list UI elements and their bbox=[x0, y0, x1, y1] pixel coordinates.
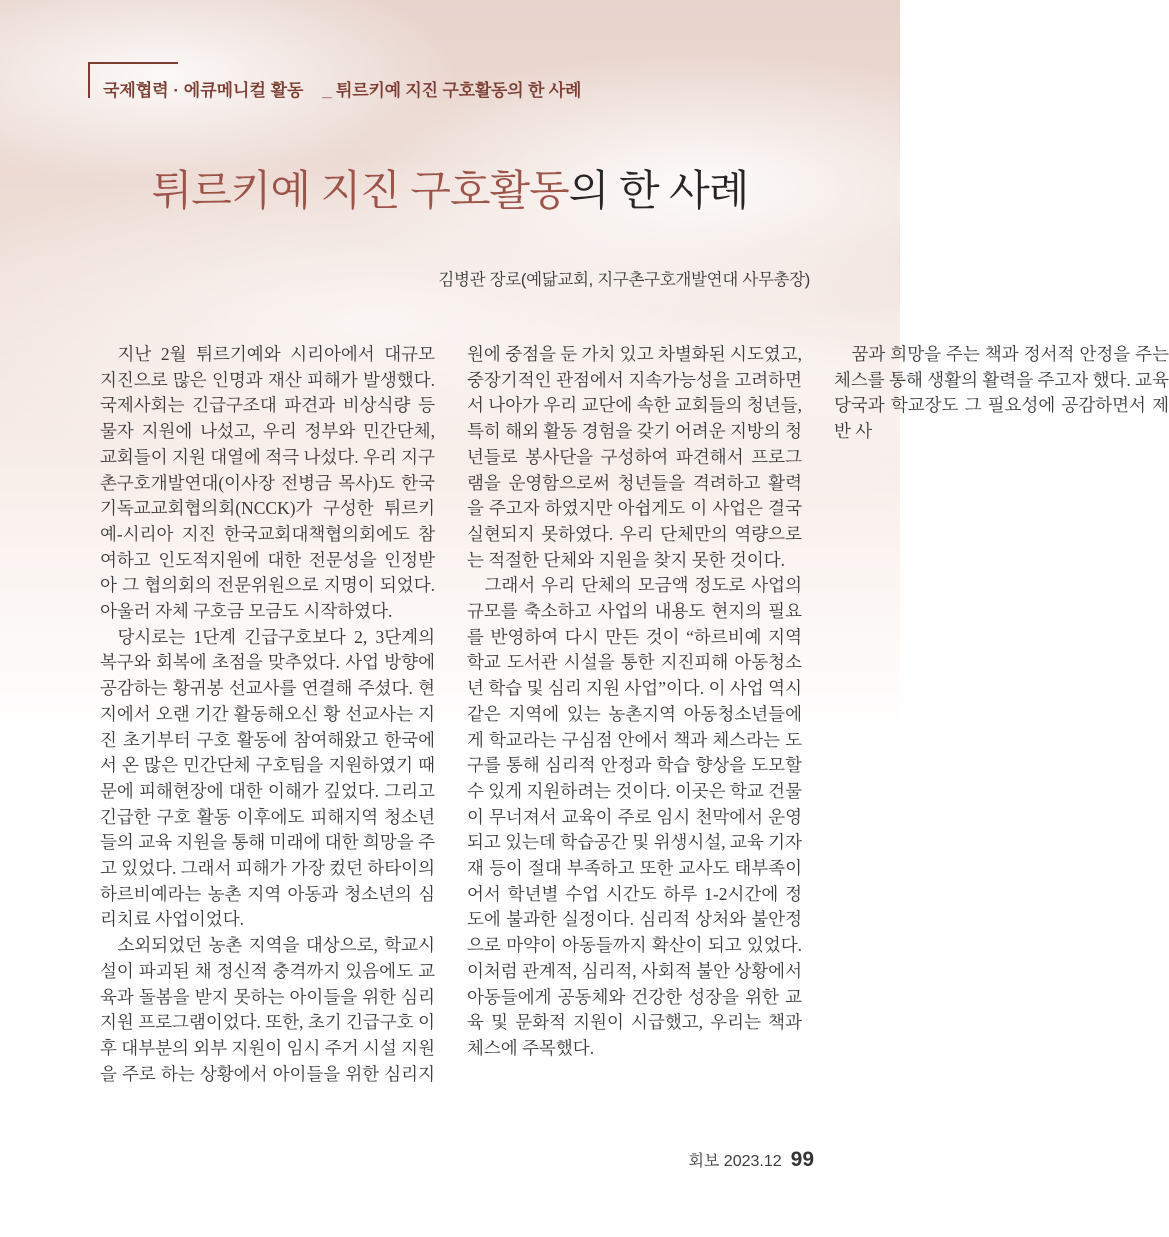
page-number: 99 bbox=[790, 1148, 814, 1171]
article-title-suffix: 의 한 사례 bbox=[568, 167, 749, 214]
article-paragraph: 그래서 우리 단체의 모금액 정도로 사업의 규모를 축소하고 사업의 내용도 현지의 필요를 반영하여 다시 만든 것이 “하르비예 지역 학교 도서관 시설을 통한 지진피해 아동청소년 학습 및 심리 지원 사업”이다. 이 사업 역시 같은 지역에 있는 농촌지역 아동청소년들에게 학교라는 구심점 안에서 책과 체스라는 도구를 통해 심리적 안정과 학습 향상을 도모할 수 있게 지원하려는 것이다. 이곳은 학교 건물이 무너져서 교육이 주로 임시 천막에서 운영되고 있는데 학습공간 및 위생시설, 교육 기자재 등이 절대 부족하고 또한 교사도 태부족이어서 학년별 수업 시간도 하루 1-2시간에 정도에 불과한 실정이다. 심리적 상처와 불안정으로 마약이 아동들까지 확산이 되고 있었다. 이처럼 관계적, 심리적, 사회적 불안 상황에서 아동들에게 공동체와 건강한 성장을 위한 교육 및 문화적 지원이 시급했고, 우리는 책과 체스에 주목했다. bbox=[467, 575, 802, 1058]
article-title bbox=[0, 158, 900, 218]
article-paragraph: 소외되었던 농촌 지역을 대상으로, 학교시설이 파괴된 채 정신적 충격까지 있음에도 교육과 돌봄을 받지 못하는 아이들을 위한 심리지원 프로그램이었다. 또한, 초기 긴급구호 이후 대부분의 외부 지원이 임시 주거 시설 지원을 주로 하는 상황에서 아이들을 위한 심리지원에 중점을 둔 가치 있고 차별화된 시도였고, 중장기적인 관점에서 지속가능성을 고려하면서 나아가 우리 교단에 속한 교회들의 청년들, 특히 해외 활동 경험을 갖기 어려운 지방의 청년들로 봉사단을 구성하여 파견해서 프로그램을 운영함으로써 청년들을 격려하고 활력을 주고자 하였지만 아쉽게도 이 사업은 결국 실현되지 못하였다. 우리 단체만의 역량으로는 적절한 단체와 지원을 찾지 못한 것이다. bbox=[100, 344, 802, 1084]
journal-issue-label: 회보 2023.12 bbox=[688, 1153, 782, 1170]
author-byline: 김병관 장로(예닮교회, 지구촌구호개발연대 사무총장) bbox=[438, 271, 810, 289]
article-title-highlight: 튀르키예 지진 구호활동 bbox=[151, 167, 569, 214]
page-footer bbox=[688, 1148, 814, 1172]
section-category-label: 국제협력 · 에큐메니컬 활동 bbox=[103, 81, 304, 100]
article-paragraph: 지난 2월 튀르기예와 시리아에서 대규모 지진으로 많은 인명과 재산 피해가 발생했다. 국제사회는 긴급구조대 파견과 비상식량 등 물자 지원에 나섰고, 우리 정부와 민간단체, 교회들이 지원 대열에 적극 나섰다. 우리 지구촌구호개발연대(이사장 전병금 목사)도 한국기독교교회협의회(NCCK)가 구성한 튀르키예-시리아 지진 한국교회대책협의회에도 참여하고 인도적지원에 대한 전문성을 인정받아 그 협의회의 전문위원으로 지명이 되었다. 아울러 자체 구호금 모금도 시작하였다. bbox=[100, 344, 435, 622]
section-topic-label: _ 튀르키예 지진 구호활동의 한 사례 bbox=[322, 81, 582, 100]
section-header bbox=[103, 76, 581, 101]
article-paragraph: 당시로는 1단계 긴급구호보다 2, 3단계의 복구와 회복에 초점을 맞추었다. 사업 방향에 공감하는 황귀봉 선교사를 연결해 주셨다. 현지에서 오랜 기간 활동해오신 황 선교사는 지진 초기부터 구호 활동에 참여해왔고 한국에서 온 많은 민간단체 구호팀을 지원하였기 때문에 피해현장에 대한 이해가 깊었다. 그리고 긴급한 구호 활동 이후에도 피해지역 청소년들의 교육 지원을 통해 미래에 대한 희망을 주고 있었다. 그래서 피해가 가장 컸던 하타이의 하르비예라는 농촌 지역 아동과 청소년의 심리치료 사업이었다. bbox=[100, 626, 435, 930]
article-paragraph: 꿈과 희망을 주는 책과 정서적 안정을 주는 체스를 통해 생활의 활력을 주고자 했다. 교육 당국과 학교장도 그 필요성에 공감하면서 제반 사 bbox=[834, 344, 1169, 442]
article-body bbox=[100, 342, 1169, 1088]
